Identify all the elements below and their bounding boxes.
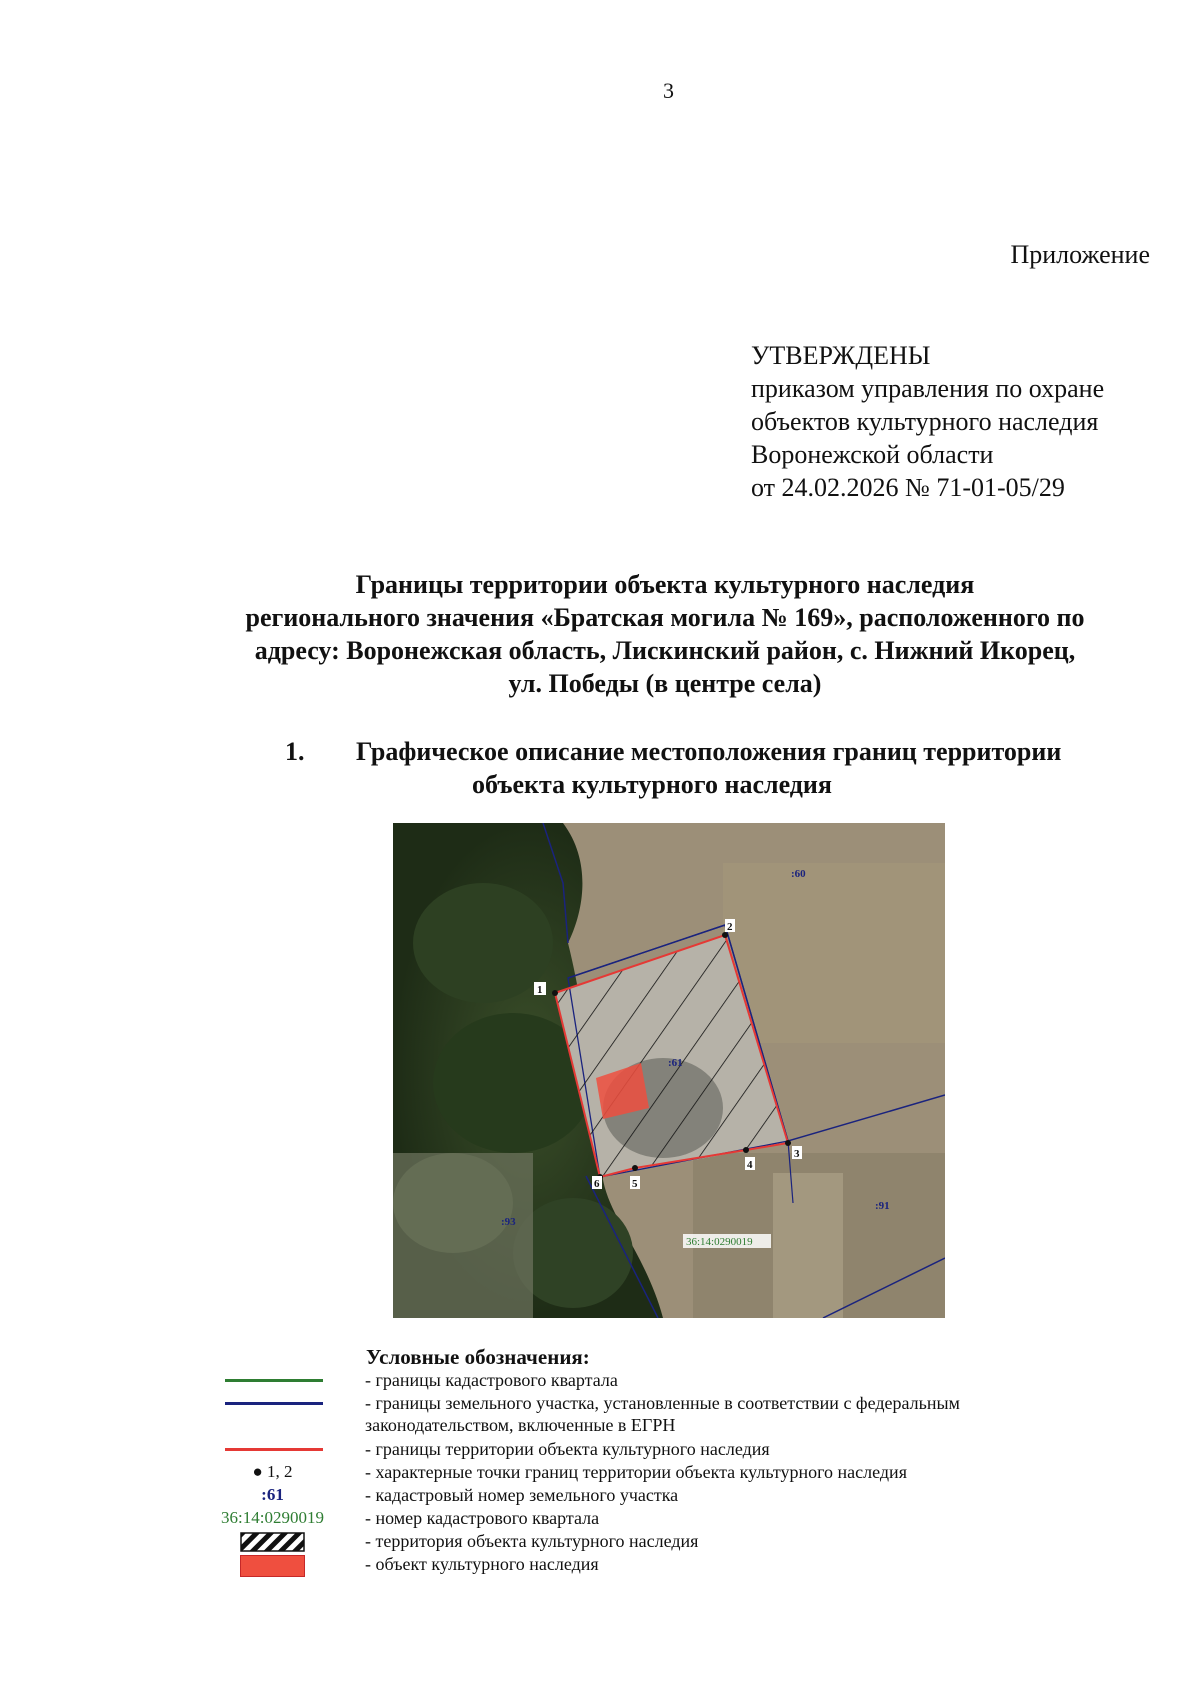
section-title-line: Графическое описание местоположения границ территории [356,737,1062,766]
approval-line: УТВЕРЖДЕНЫ [751,341,931,370]
legend-text: - территория объекта культурного наследия [365,1531,699,1551]
legend-text: - границы территории объекта культурного наследия [365,1439,770,1459]
point-symbol: ● 1, 2 [252,1462,293,1481]
parcel-label: :93 [501,1216,516,1228]
title-line: ул. Победы (в центре села) [508,669,822,698]
boundary-map [393,823,945,1318]
point-label: 4 [747,1159,753,1171]
point-label: 5 [632,1178,638,1190]
legend-title: Условные обозначения: [366,1345,590,1369]
approval-line: от 24.02.2026 № 71-01-05/29 [751,473,1065,502]
title-line: адресу: Воронежская область, Лискинский район, с. Нижний Икорец, [254,636,1076,665]
village-area [393,1153,533,1318]
green-line-symbol [225,1379,323,1382]
legend-text: - границы земельного участка, установленные в соответствии с федеральным [365,1393,960,1413]
legend-text: - номер кадастрового квартала [365,1508,600,1528]
boundary-point [743,1147,749,1153]
point-label: 2 [727,921,733,933]
title-line: Границы территории объекта культурного наследия [355,570,975,599]
parcel-number-symbol: :61 [261,1485,284,1504]
section-title-line: объекта культурного наследия [472,770,832,799]
hatch-symbol [240,1532,305,1552]
tree-cluster [413,883,553,1003]
legend-text: - характерные точки границ территории объекта культурного наследия [365,1462,907,1482]
title-line: регионального значения «Братская могила № 169», расположенного по [245,603,1085,632]
boundary-point [632,1165,638,1171]
blue-line-symbol [225,1402,323,1405]
quarter-label: 36:14:0290019 [686,1236,753,1248]
quarter-number-symbol: 36:14:0290019 [221,1508,324,1527]
parcel-label: :91 [875,1200,890,1212]
red-fill-symbol [240,1555,305,1577]
road [773,1173,843,1318]
parcel-label: :61 [668,1057,683,1069]
point-label: 1 [537,984,543,996]
approval-block [751,339,1104,504]
page-number: 3 [663,78,674,103]
legend-text: - кадастровый номер земельного участка [365,1485,679,1505]
parcel-label: :60 [791,868,806,880]
point-label: 6 [594,1178,600,1190]
approval-line: объектов культурного наследия [751,407,1099,436]
boundary-point [552,990,558,996]
red-line-symbol [225,1448,323,1451]
boundary-point [785,1140,791,1146]
field-area [723,863,945,1043]
legend-text: - объект культурного наследия [365,1554,599,1574]
legend-text: законодательством, включенные в ЕГРН [365,1415,676,1435]
document-title [190,568,1140,700]
legend-text: - границы кадастрового квартала [365,1370,618,1390]
approval-line: приказом управления по охране [751,374,1105,403]
approval-line: Воронежской области [751,440,994,469]
appendix-label: Приложение [1010,240,1150,269]
point-label: 3 [794,1148,800,1160]
section-number: 1. [285,737,305,766]
